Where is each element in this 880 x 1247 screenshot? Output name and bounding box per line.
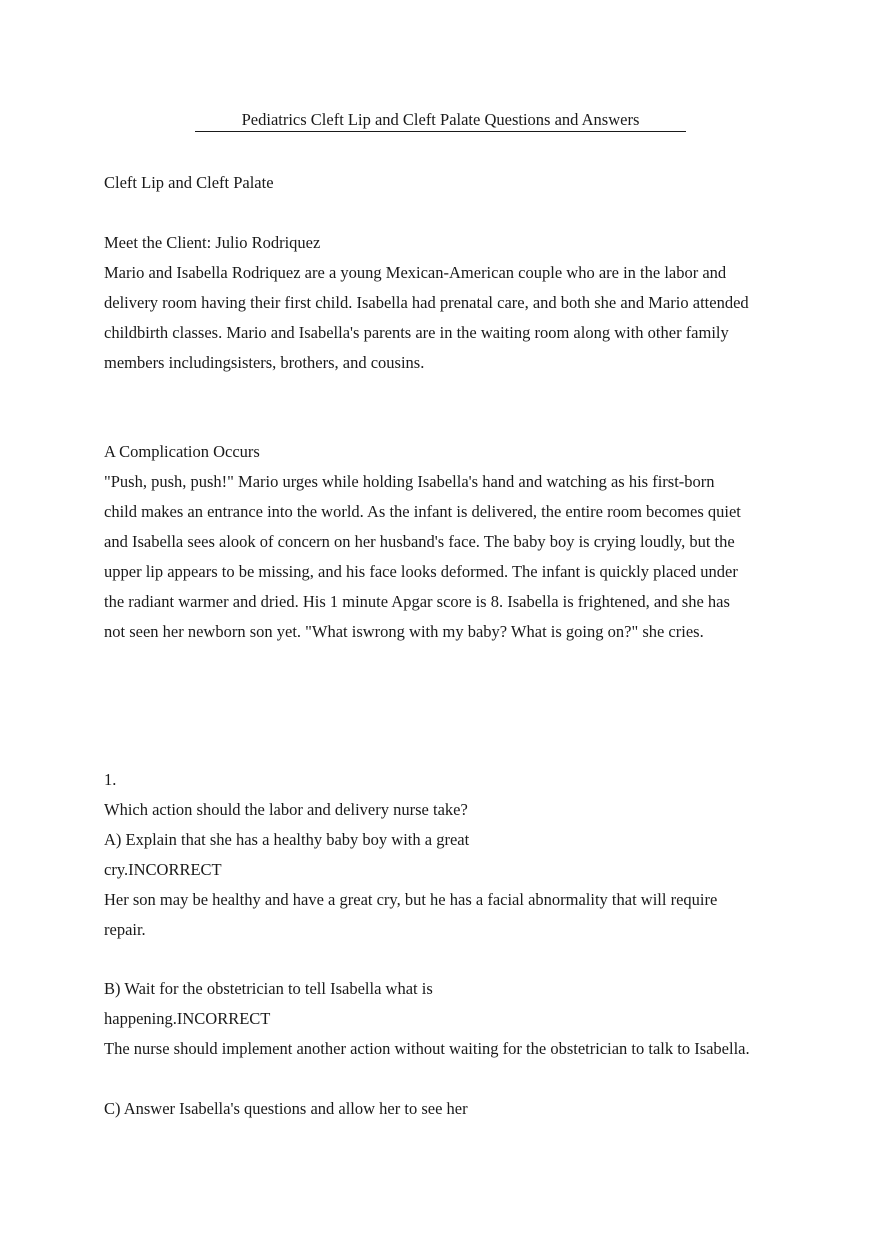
- option-c: [104, 1094, 794, 1124]
- document-title-text: Pediatrics Cleft Lip and Cleft Palate Questions and Answers: [241, 110, 640, 129]
- client-intro: [104, 228, 794, 378]
- complication-line: child makes an entrance into the world. As the infant is delivered, the entire room becomes quiet: [104, 502, 741, 521]
- section-heading-text: Cleft Lip and Cleft Palate: [104, 173, 274, 192]
- complication-section: [104, 437, 794, 647]
- option-a-text: A) Explain that she has a healthy baby boy with a great: [104, 830, 470, 849]
- intro-line: delivery room having their first child. Isabella had prenatal care, and both she and Mario attended: [104, 293, 749, 312]
- complication-line: not seen her newborn son yet. "What iswrong with my baby? What is going on?" she cries.: [104, 622, 704, 641]
- intro-line: Mario and Isabella Rodriquez are a young Mexican-American couple who are in the labor and: [104, 263, 727, 282]
- option-c-text: C) Answer Isabella's questions and allow her to see her: [104, 1099, 468, 1118]
- complication-heading: A Complication Occurs: [104, 442, 260, 461]
- question-prompt: Which action should the labor and delivery nurse take?: [104, 800, 468, 819]
- complication-line: the radiant warmer and dried. His 1 minute Apgar score is 8. Isabella is frightened, and she has: [104, 592, 730, 611]
- question-1: [104, 765, 794, 945]
- option-b-rationale: The nurse should implement another action without waiting for the obstetrician to talk to Isabella.: [104, 1039, 750, 1058]
- intro-line: members includingsisters, brothers, and cousins.: [104, 353, 425, 372]
- section-heading: [104, 168, 794, 198]
- document-title: [195, 109, 686, 132]
- option-a-rationale: repair.: [104, 920, 146, 939]
- intro-line: childbirth classes. Mario and Isabella's parents are in the waiting room along with other family: [104, 323, 729, 342]
- option-a-rationale: Her son may be healthy and have a great cry, but he has a facial abnormality that will require: [104, 890, 718, 909]
- option-a-text: cry.INCORRECT: [104, 860, 222, 879]
- client-heading: Meet the Client: Julio Rodriquez: [104, 233, 321, 252]
- option-b-text: B) Wait for the obstetrician to tell Isabella what is: [104, 979, 433, 998]
- complication-line: "Push, push, push!" Mario urges while holding Isabella's hand and watching as his first-born: [104, 472, 715, 491]
- option-b: [104, 974, 794, 1064]
- question-number: 1.: [104, 770, 117, 789]
- option-b-text: happening.INCORRECT: [104, 1009, 271, 1028]
- complication-line: and Isabella sees alook of concern on her husband's face. The baby boy is crying loudly, but the: [104, 532, 735, 551]
- complication-line: upper lip appears to be missing, and his face looks deformed. The infant is quickly placed under: [104, 562, 738, 581]
